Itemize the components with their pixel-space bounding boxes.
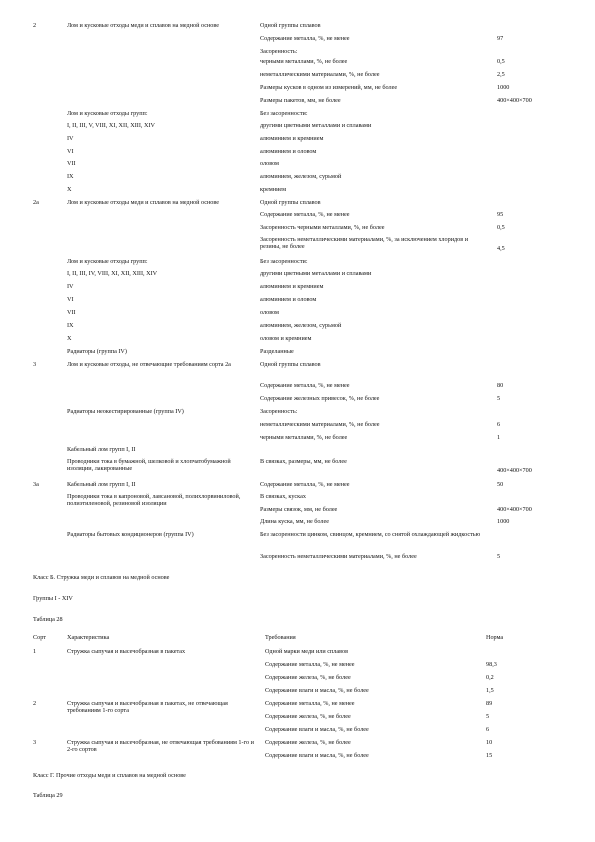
norm-value: 1	[497, 434, 501, 441]
requirement-text: Размеры связок, мм, не более	[260, 506, 338, 513]
item-text: IV	[67, 283, 74, 290]
norm-value: 6	[486, 726, 490, 733]
requirement-text: Одной группы сплавов	[260, 361, 321, 368]
requirement-text: Одной марки меди или сплавов	[265, 648, 349, 655]
requirement-text: другими цветными металлами и сплавами	[260, 270, 372, 277]
norm-value: 1000	[497, 84, 510, 91]
requirement-text: Содержание железных привесок, %, не более	[260, 395, 380, 402]
requirement-text: Одной группы сплавов	[260, 22, 321, 29]
requirement-text: Засоренность неметаллическими материалами, %, за исключением хлоридов и резины, не более	[260, 236, 469, 251]
requirement-text: Содержание металла, %, не менее	[260, 35, 350, 42]
requirement-text: Засоренность неметаллическими материалами, %, не более	[260, 553, 417, 560]
norm-value: 0,2	[486, 674, 494, 681]
norm-value: 0,5	[497, 58, 505, 65]
requirement-text: Содержание железа, %, не более	[265, 739, 351, 746]
item-text: Проводники тока в бумажной, шелковой и хлопчатобумажной изоляции, лакированные	[67, 458, 231, 473]
item-text: IX	[67, 322, 74, 329]
norm-value: 0,5	[497, 224, 505, 231]
norm-value: 98,3	[486, 661, 497, 668]
requirement-text: алюминием и оловом	[260, 296, 317, 303]
requirement-text: алюминием и кремнием	[260, 135, 324, 142]
requirement-text: оловом	[260, 160, 279, 167]
requirement-text: В связках, кусках	[260, 493, 306, 500]
norm-value: 1000	[497, 518, 510, 525]
requirement-text: Содержание металла, %, не менее	[260, 211, 350, 218]
norm-value: 15	[486, 752, 493, 759]
norm-value: 6	[497, 421, 501, 428]
requirement-text: Содержание влаги и масла, %, не более	[265, 726, 369, 733]
item-text: VI	[67, 148, 74, 155]
norm-value: 97	[497, 35, 504, 42]
item-text: Стружка сыпучая и высечобразная в пакетах	[67, 648, 186, 655]
item-text: Лом и кусковые отходы групп:	[67, 258, 148, 265]
item-text: X	[67, 335, 72, 342]
item-text: IX	[67, 173, 74, 180]
norm-value: 95	[497, 211, 504, 218]
requirement-text: алюминием, железом, сурьмой	[260, 173, 342, 180]
sort-number: 3	[33, 739, 37, 746]
norm-value: 80	[497, 382, 504, 389]
requirement-text: черными металлами, %, не более	[260, 58, 348, 65]
requirement-text: Разделанные	[260, 348, 294, 355]
requirement-text: В связках, размеры, мм, не более	[260, 458, 347, 465]
requirement-text: Засоренность:	[260, 48, 298, 55]
sort-number: 3а	[33, 481, 39, 488]
norm-value: 50	[497, 481, 504, 488]
norm-value: 400×400×700	[497, 467, 532, 474]
requirement-text: оловом	[260, 309, 279, 316]
column-header: Норма	[486, 634, 504, 641]
item-text: Стружка сыпучая и высечобразная, не отвечающая требованиям 1-го и 2-го сортов	[67, 739, 254, 754]
norm-value: 89	[486, 700, 493, 707]
norm-value: 400×400×700	[497, 506, 532, 513]
requirement-text: Без засоренности:	[260, 110, 308, 117]
section-heading: Класс Б. Стружка меди и сплавов на медной основе	[33, 574, 170, 581]
sort-number: 2	[33, 22, 37, 29]
requirement-text: Содержание влаги и масла, %, не более	[265, 752, 369, 759]
norm-value: 5	[497, 395, 501, 402]
requirement-text: Одной группы сплавов	[260, 199, 321, 206]
item-text: VI	[67, 296, 74, 303]
item-text: Проводники тока в капроновой, лавсановой, полихлорвиниловой, полиэтиленовой, резиновой изоляции	[67, 493, 241, 508]
norm-value: 2,5	[497, 71, 505, 78]
item-text: Радиаторы (группа IV)	[67, 348, 127, 355]
item-text: Радиаторы неокестирированные (группа IV)	[67, 408, 184, 415]
requirement-text: кремнием	[260, 186, 287, 193]
item-text: I, II, III, IV, VIII, XI, XII, XIII, XIV	[67, 270, 158, 277]
requirement-text: Длина куска, мм, не более	[260, 518, 330, 525]
requirement-text: Содержание металла, %, не менее	[265, 700, 355, 707]
sort-number: 1	[33, 648, 37, 655]
item-text: Лом и кусковые отходы групп:	[67, 110, 148, 117]
requirement-text: Без засоренности цинком, свинцом, кремнием, со снятой охлаждающей жидкостью	[260, 531, 481, 538]
requirement-text: Содержание железа, %, не более	[265, 674, 351, 681]
requirement-text: другими цветными металлами и сплавами	[260, 122, 372, 129]
item-text: VII	[67, 160, 76, 167]
item-text: Лом и кусковые отходы меди и сплавов на медной основе	[67, 22, 219, 29]
item-text: VII	[67, 309, 76, 316]
item-text: Кабельный лом групп I, II	[67, 481, 136, 488]
item-text: Лом и кусковые отходы меди и сплавов на медной основе	[67, 199, 219, 206]
requirement-text: алюминием и кремнием	[260, 283, 324, 290]
requirement-text: черными металлами, %, не более	[260, 434, 348, 441]
norm-value: 5	[486, 713, 490, 720]
item-text: Радиаторы бытовых кондиционеров (группа IV)	[67, 531, 194, 538]
requirement-text: алюминием, железом, сурьмой	[260, 322, 342, 329]
section-heading: Класс Г. Прочие отходы меди и сплавов на медной основе	[33, 772, 186, 779]
requirement-text: Засоренность черными металлами, %, не более	[260, 224, 385, 231]
item-text: IV	[67, 135, 74, 142]
column-header: Характеристика	[67, 634, 110, 641]
requirement-text: Без засоренности:	[260, 258, 308, 265]
sort-number: 2	[33, 700, 37, 707]
norm-value: 400×400×700	[497, 97, 532, 104]
requirement-text: оловом и кремнием	[260, 335, 312, 342]
table-title: Таблица 28	[33, 616, 63, 623]
requirement-text: неметаллическими материалами, %, не более	[260, 71, 380, 78]
requirement-text: Содержание металла, %, не менее	[260, 481, 350, 488]
column-header: Сорт	[33, 634, 46, 641]
item-text: Кабельный лом групп I, II	[67, 446, 136, 453]
norm-value: 1,5	[486, 687, 494, 694]
requirement-text: Засоренность:	[260, 408, 298, 415]
groups-label: Группы I - XIV	[33, 595, 73, 602]
requirement-text: алюминием и оловом	[260, 148, 317, 155]
norm-value: 10	[486, 739, 493, 746]
requirement-text: Размеры пакетов, мм, не более	[260, 97, 341, 104]
requirement-text: Размеры кусков в одном из измерений, мм, не более	[260, 84, 398, 91]
requirement-text: Содержание металла, %, не менее	[265, 661, 355, 668]
requirement-text: Содержание металла, %, не менее	[260, 382, 350, 389]
item-text: Лом и кусковые отходы, не отвечающие требованиям сорта 2а	[67, 361, 231, 368]
column-header: Требования	[265, 634, 296, 641]
sort-number: 2а	[33, 199, 39, 206]
requirement-text: неметаллическими материалами, %, не более	[260, 421, 380, 428]
table-title: Таблица 29	[33, 792, 63, 799]
item-text: I, II, III, V, VIII, XI, XII, XIII, XIV	[67, 122, 155, 129]
requirement-text: Содержание железа, %, не более	[265, 713, 351, 720]
norm-value: 4,5	[497, 245, 505, 252]
requirement-text: Содержание влаги и масла, %, не более	[265, 687, 369, 694]
item-text: X	[67, 186, 72, 193]
item-text: Стружка сыпучая и высечобразная в пакетах, не отвечающая требованиям 1-го сорта	[67, 700, 228, 715]
norm-value: 5	[497, 553, 501, 560]
sort-number: 3	[33, 361, 37, 368]
